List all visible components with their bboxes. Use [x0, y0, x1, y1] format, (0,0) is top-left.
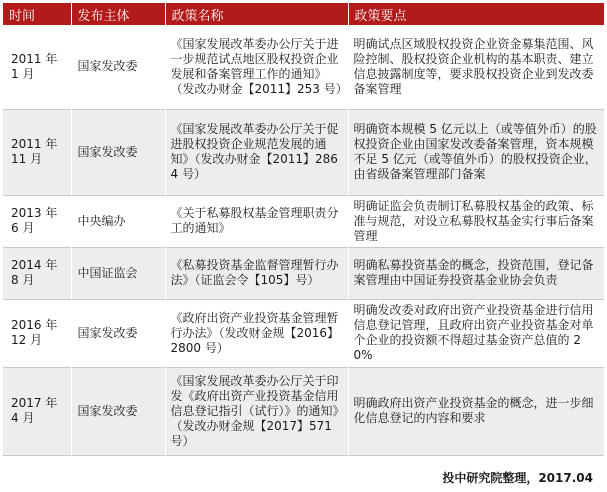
cell-issuer: 中央编办	[71, 195, 165, 247]
policy-table-container	[3, 3, 604, 456]
cell-policy-name: 《国家发展改革委办公厅关于印发《政府出资产业投资基金信用信息登记指引（试行）》的通知》（发改办财金规【2017】571 号）	[165, 367, 348, 455]
cell-policy-points: 明确私募投资基金的概念，投资范围，登记备案管理由中国证券投资基金业协会负责	[348, 247, 604, 299]
header-policy-points: 政策要点	[348, 3, 604, 25]
cell-date: 2013 年 6 月	[3, 195, 71, 247]
table-row	[3, 25, 604, 109]
cell-date: 2011 年 11 月	[3, 109, 71, 195]
cell-date: 2016 年 12 月	[3, 299, 71, 367]
cell-policy-points: 明确政府出资产业投资基金的概念，进一步细化信息登记的内容和要求	[348, 367, 604, 455]
cell-policy-name: 《私募投资基金监督管理暂行办法》（证监会令【105】号）	[165, 247, 348, 299]
policy-table	[3, 3, 604, 456]
table-row	[3, 299, 604, 367]
table-row	[3, 109, 604, 195]
cell-policy-points: 明确资本规模 5 亿元以上（或等值外币）的股权投资企业由国家发改委备案管理，资本规模不足 5 亿元（或等值外币）的股权投资企业，由省级备案管理部门备案	[348, 109, 604, 195]
source-note: 投中研究院整理，2017.04	[442, 471, 593, 485]
table-row	[3, 367, 604, 455]
cell-policy-points: 明确发改委对政府出资产业投资基金进行信用信息登记管理，且政府出资产业投资基金对单个企业的投资额不得超过基金资产总值的 20%	[348, 299, 604, 367]
cell-policy-name: 《国家发展改革委办公厅关于进一步规范试点地区股权投资企业发展和备案管理工作的通知》（发改办财金【2011】253 号）	[165, 25, 348, 109]
cell-date: 2011 年 1 月	[3, 25, 71, 109]
table-row	[3, 247, 604, 299]
cell-policy-points: 明确证监会负责制订私募股权基金的政策、标准与规范，对设立私募股权基金实行事后备案管理	[348, 195, 604, 247]
header-date: 时间	[3, 3, 71, 25]
cell-issuer: 国家发改委	[71, 367, 165, 455]
header-policy-name: 政策名称	[165, 3, 348, 25]
table-header-row	[3, 3, 604, 25]
cell-issuer: 中国证监会	[71, 247, 165, 299]
cell-policy-name: 《国家发展改革委办公厅关于促进股权投资企业规范发展的通知》（发改办财金【2011】2864 号）	[165, 109, 348, 195]
cell-date: 2017 年 4 月	[3, 367, 71, 455]
table-row	[3, 195, 604, 247]
cell-issuer: 国家发改委	[71, 109, 165, 195]
cell-issuer: 国家发改委	[71, 25, 165, 109]
header-issuer: 发布主体	[71, 3, 165, 25]
cell-issuer: 国家发改委	[71, 299, 165, 367]
cell-policy-points: 明确试点区域股权投资企业资金募集范围、风险控制、股权投资企业机构的基本职责、建立信息披露制度等，要求股权投资企业到发改委备案管理	[348, 25, 604, 109]
cell-policy-name: 《政府出资产业投资基金管理暂行办法》（发改财金规【2016】2800 号）	[165, 299, 348, 367]
cell-date: 2014 年 8 月	[3, 247, 71, 299]
cell-policy-name: 《关于私募股权基金管理职责分工的通知》	[165, 195, 348, 247]
